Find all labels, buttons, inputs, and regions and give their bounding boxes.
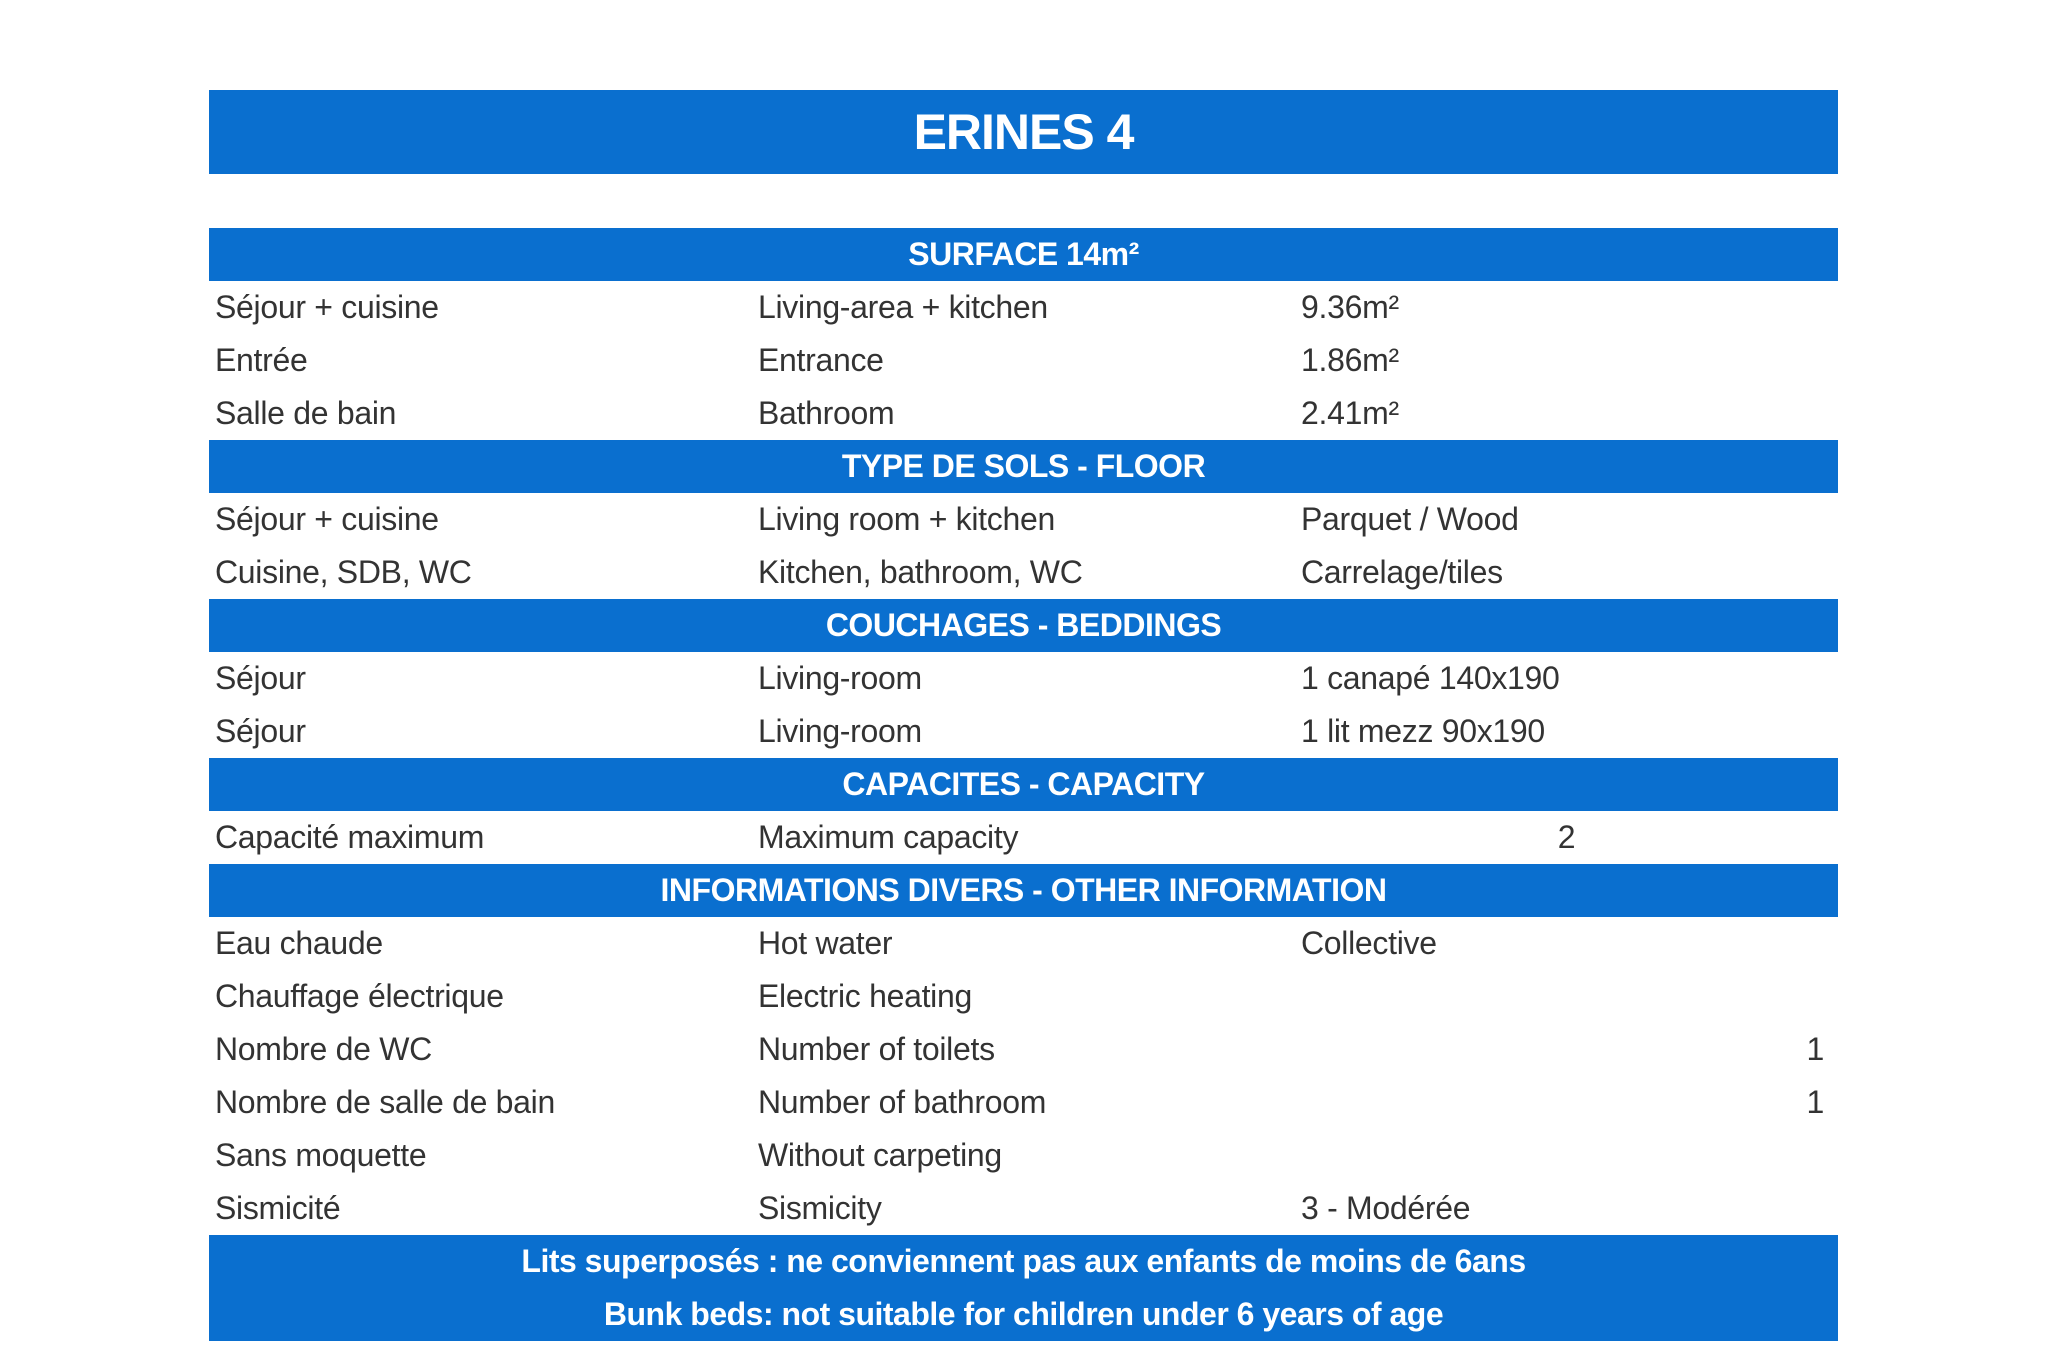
row-value: Parquet / Wood [1301,501,1519,537]
row-label-en: Number of bathroom [758,1084,1047,1120]
bunk-bed-notice [209,1235,1838,1341]
row-value: 1.86m² [1301,342,1399,378]
notice-line-fr: Lits superposés : ne conviennent pas aux enfants de moins de 6ans [521,1243,1526,1279]
row-value: Carrelage/tiles [1301,554,1503,590]
row-label-fr: Séjour + cuisine [215,501,439,537]
row-value: 1 canapé 140x190 [1301,660,1560,696]
row-value: Collective [1301,925,1437,961]
row-label-en: Hot water [758,925,893,961]
row-label-fr: Eau chaude [215,925,383,961]
notice-line-en: Bunk beds: not suitable for children under 6 years of age [603,1296,1444,1332]
row-label-en: Bathroom [758,395,895,431]
row-label-fr: Entrée [215,342,308,378]
row-label-en: Number of toilets [758,1031,995,1067]
row-label-fr: Séjour + cuisine [215,289,439,325]
page-title: ERINES 4 [913,104,1134,160]
row-label-fr: Capacité maximum [215,819,485,855]
spacer [209,174,1838,228]
section-heading-beddings [209,599,1838,652]
table-row [209,1076,1838,1129]
row-value: 2 [1557,819,1576,855]
section-heading-label: COUCHAGES - BEDDINGS [825,607,1222,643]
row-label-fr: Nombre de WC [215,1031,432,1067]
table-row [209,970,1838,1023]
property-info-sheet [209,90,1838,1341]
section-heading-label: INFORMATIONS DIVERS - OTHER INFORMATION [660,872,1387,908]
table-row [209,546,1838,599]
table-row [209,652,1838,705]
row-label-fr: Séjour [215,713,306,749]
row-value: 2.41m² [1301,395,1399,431]
table-row [209,1023,1838,1076]
row-label-fr: Sans moquette [215,1137,427,1173]
row-value: 1 lit mezz 90x190 [1301,713,1545,749]
table-row [209,705,1838,758]
row-label-fr: Cuisine, SDB, WC [215,554,472,590]
row-label-fr: Sismicité [215,1190,341,1226]
row-label-fr: Chauffage électrique [215,978,504,1014]
row-value: 9.36m² [1301,289,1399,325]
row-label-en: Living-room [758,713,922,749]
row-value: 1 [1806,1031,1824,1067]
table-row [209,281,1838,334]
table-row [209,1129,1838,1182]
table-row [209,917,1838,970]
table-row [209,493,1838,546]
section-heading-other-information [209,864,1838,917]
row-value: 3 - Modérée [1301,1190,1471,1226]
row-label-en: Living room + kitchen [758,501,1055,537]
row-label-fr: Salle de bain [215,395,397,431]
row-label-en: Maximum capacity [758,819,1019,855]
row-label-en: Sismicity [758,1190,882,1226]
row-label-en: Living-room [758,660,922,696]
row-label-en: Electric heating [758,978,972,1014]
row-label-en: Entrance [758,342,884,378]
section-heading-floor [209,440,1838,493]
section-heading-capacity [209,758,1838,811]
row-label-en: Without carpeting [758,1137,1002,1173]
row-label-fr: Séjour [215,660,306,696]
row-label-fr: Nombre de salle de bain [215,1084,555,1120]
row-label-en: Living-area + kitchen [758,289,1048,325]
section-heading-label: CAPACITES - CAPACITY [842,766,1205,802]
table-row [209,334,1838,387]
table-row [209,811,1838,864]
row-label-en: Kitchen, bathroom, WC [758,554,1083,590]
row-value: 1 [1806,1084,1824,1120]
table-row [209,387,1838,440]
section-heading-label: TYPE DE SOLS - FLOOR [841,448,1206,484]
table-row [209,1182,1838,1235]
title-bar [209,90,1838,174]
section-heading-surface [209,228,1838,281]
section-heading-label: SURFACE 14m² [908,236,1139,272]
